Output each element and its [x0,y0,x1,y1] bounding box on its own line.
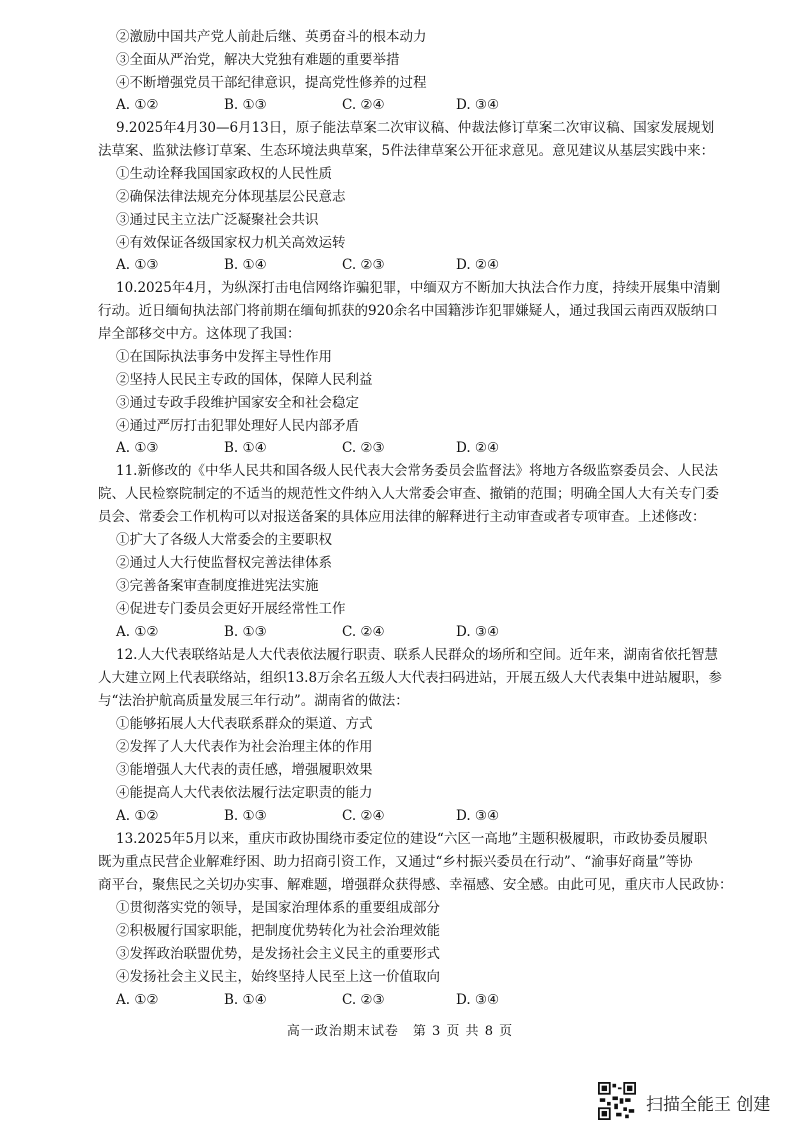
option-line: ③通过民主立法广泛凝聚社会共识 [116,212,319,228]
question-9-stem: 9.2025年4月30—6月13日，原子能法草案二次审议稿、仲裁法修订草案二次审议稿、国家发展规划 [116,120,715,136]
question-10-stem-cont: 行动。近日缅甸执法部门将前期在缅甸抓获的920余名中国籍涉诈犯罪嫌疑人，通过我国云南西双版纳口 [98,303,718,319]
choice-d: D. ③④ [456,992,500,1008]
option-line: ④促进专门委员会更好开展经常性工作 [116,601,346,617]
option-line: ④有效保证各级国家权力机关高效运转 [116,235,346,251]
choice-d: D. ②④ [456,440,500,456]
option-line: ①生动诠释我国国家政权的人民性质 [116,166,332,182]
option-line: ①贯彻落实党的领导，是国家治理体系的重要组成部分 [116,900,440,916]
option-line: ②发挥了人大代表作为社会治理主体的作用 [116,739,373,755]
choice-b: B. ①④ [224,257,267,273]
question-11-stem: 11.新修改的《中华人民共和国各级人民代表大会常务委员会监督法》将地方各级监察委员会、人民法 [116,463,718,479]
answer-choices [116,94,716,116]
choice-b: B. ①④ [224,992,267,1008]
question-13-stem: 13.2025年5月以来，重庆市政协围绕市委定位的建设“六区一高地”主题积极履职，市政协委员履职 [116,831,708,847]
option-line: ①在国际执法事务中发挥主导性作用 [116,349,332,365]
option-line: ④发扬社会主义民主，始终坚持人民至上这一价值取向 [116,969,440,985]
option-line: ④不断增强党员干部纪律意识，提高党性修养的过程 [116,75,427,91]
choice-d: D. ②④ [456,257,500,273]
choice-a: A. ①② [116,992,159,1008]
option-line: ④通过严厉打击犯罪处理好人民内部矛盾 [116,418,359,434]
option-line: ③发挥政治联盟优势，是发扬社会主义民主的重要形式 [116,946,440,962]
question-11-stem-cont: 员会、常委会工作机构可以对报送备案的具体应用法律的解释进行主动审查或者专项审查。上述修改： [98,509,706,525]
answer-choices [116,989,716,1011]
option-line: ③全面从严治党，解决大党独有难题的重要举措 [116,52,400,68]
choice-c: C. ②④ [342,808,385,824]
question-10-stem: 10.2025年4月，为纵深打击电信网络诈骗犯罪，中缅双方不断加大执法合作力度，持续开展集中清剿 [116,280,721,296]
option-line: ①能够拓展人大代表联系群众的渠道、方式 [116,716,373,732]
choice-b: B. ①③ [224,97,267,113]
option-line: ②积极履行国家职能，把制度优势转化为社会治理效能 [116,923,440,939]
page-footer: 高一政治期末试卷 第 3 页 共 8 页 [286,1024,514,1039]
answer-choices [116,805,716,827]
choice-d: D. ③④ [456,808,500,824]
choice-c: C. ②③ [342,992,385,1008]
option-line: ④能提高人大代表依法履行法定职责的能力 [116,785,373,801]
answer-choices [116,254,716,276]
option-line: ②坚持人民民主专政的国体，保障人民利益 [116,372,373,388]
choice-c: C. ②③ [342,440,385,456]
choice-c: C. ②④ [342,624,385,640]
scanner-watermark [598,1082,788,1122]
option-line: ③通过专政手段维护国家安全和社会稳定 [116,395,359,411]
question-12-stem: 12.人大代表联络站是人大代表依法履行职责、联系人民群众的场所和空间。近年来，湖南省依托智慧 [116,647,718,663]
choice-b: B. ①③ [224,808,267,824]
question-12-stem-cont: 人大建立网上代表联络站，组织13.8万余名五级人大代表扫码进站，开展五级人大代表集中进站履职，参 [98,670,723,686]
choice-d: D. ③④ [456,624,500,640]
choice-a: A. ①② [116,97,159,113]
question-12-stem-cont: 与“法治护航高质量发展三年行动”。湖南省的做法： [98,693,409,709]
option-line: ②激励中国共产党人前赴后继、英勇奋斗的根本动力 [116,29,427,45]
choice-c: C. ②④ [342,97,385,113]
question-13-stem-cont: 既为重点民营企业解难纾困、助力招商引资工作，又通过“乡村振兴委员在行动”、“渝事好商量”等协 [98,854,693,870]
answer-choices [116,621,716,643]
option-line: ②通过人大行使监督权完善法律体系 [116,555,332,571]
question-9-stem-cont: 法草案、监狱法修订草案、生态环境法典草案，5件法律草案公开征求意见。意见建议从基层实践中来： [98,143,715,159]
question-13-stem-cont: 商平台，聚焦民之关切办实事、解难题，增强群众获得感、幸福感、安全感。由此可见，重庆市人民政协： [98,877,733,893]
option-line: ①扩大了各级人大常委会的主要职权 [116,532,332,548]
option-line: ③能增强人大代表的责任感，增强履职效果 [116,762,373,778]
option-line: ②确保法律法规充分体现基层公民意志 [116,189,346,205]
choice-a: A. ①③ [116,440,159,456]
choice-a: A. ①③ [116,257,159,273]
choice-d: D. ③④ [456,97,500,113]
answer-choices [116,437,716,459]
choice-a: A. ①② [116,808,159,824]
choice-a: A. ①② [116,624,159,640]
question-11-stem-cont: 院、人民检察院制定的不适当的规范性文件纳入人大常委会审查、撤销的范围；明确全国人大有关专门委 [98,486,719,502]
choice-c: C. ②③ [342,257,385,273]
choice-b: B. ①③ [224,624,267,640]
qr-code-icon [598,1082,636,1120]
question-10-stem-cont: 岸全部移交中方。这体现了我国： [98,326,301,342]
watermark-text: 扫描全能王 创建 [646,1095,771,1115]
choice-b: B. ①④ [224,440,267,456]
option-line: ③完善备案审查制度推进宪法实施 [116,578,319,594]
